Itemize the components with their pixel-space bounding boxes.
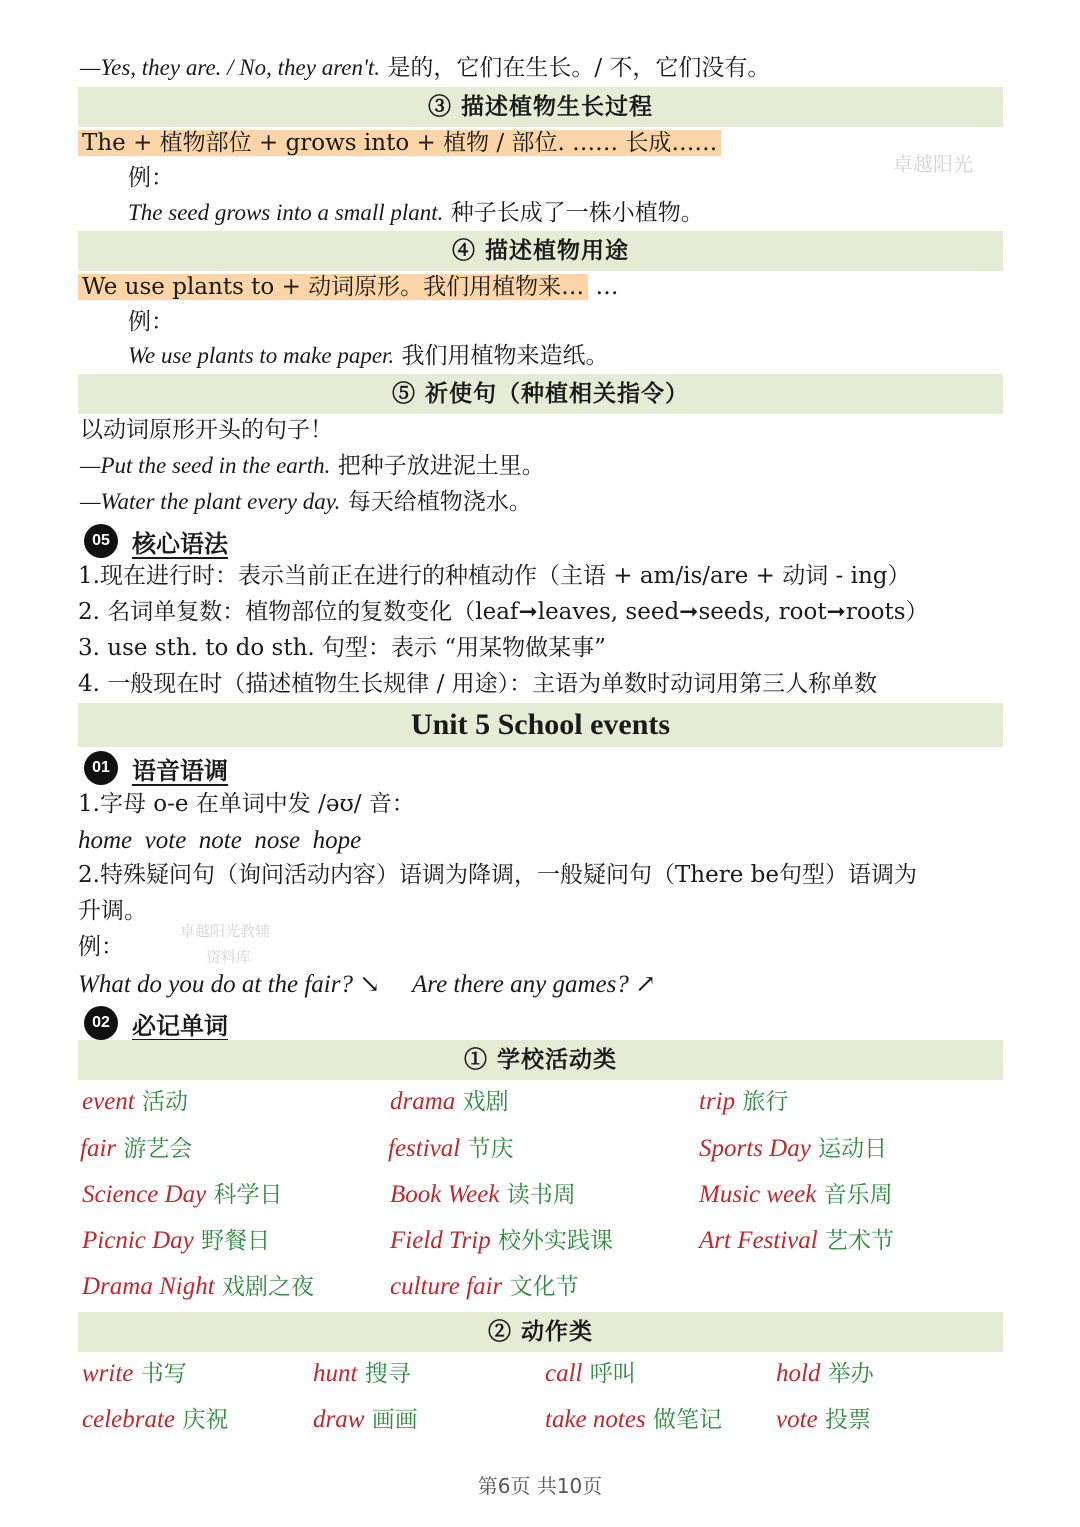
example-en: We use plants to make paper. bbox=[128, 343, 395, 368]
vocab-word: Music week bbox=[699, 1181, 817, 1208]
phonics-line-1: 1.字母 o-e 在单词中发 /əʊ/ 音： bbox=[78, 791, 415, 817]
grammar-heading bbox=[84, 524, 228, 558]
vocab-word: fair bbox=[80, 1135, 117, 1162]
section-3-example bbox=[128, 197, 704, 229]
example-zh: 种子长成了一株小植物。 bbox=[443, 200, 704, 226]
answer-line bbox=[80, 52, 770, 84]
vocab-word: Picnic Day bbox=[82, 1227, 194, 1254]
vocab-item bbox=[82, 1358, 187, 1390]
phonics-heading bbox=[84, 751, 228, 785]
vocab-meaning: 音乐周 bbox=[816, 1182, 893, 1208]
vocab-meaning: 旅行 bbox=[735, 1089, 789, 1115]
imperative-en: —Put the seed in the earth. bbox=[80, 453, 331, 478]
vocab-meaning: 游艺会 bbox=[116, 1136, 193, 1162]
vocab-meaning: 庆祝 bbox=[175, 1407, 229, 1433]
vocab-item bbox=[699, 1133, 887, 1165]
vocab-meaning: 戏剧之夜 bbox=[214, 1274, 314, 1300]
section-3-pattern bbox=[78, 127, 721, 159]
grammar-item: 1.现在进行时：表示当前正在进行的种植动作（主语 + am/is/are + 动词 - ing） bbox=[78, 563, 911, 589]
vocab-word: hold bbox=[776, 1360, 821, 1387]
imperative-zh: 把种子放进泥土里。 bbox=[330, 453, 545, 479]
vocab-item bbox=[699, 1225, 894, 1257]
grammar-item: 2. 名词单复数：植物部位的复数变化（leaf➞leaves, seed➞seeds, root➞roots） bbox=[78, 599, 929, 625]
vocab-item bbox=[390, 1225, 613, 1257]
vocab-item bbox=[388, 1133, 514, 1165]
vocab-word: Drama Night bbox=[82, 1273, 215, 1300]
example-label: 例： bbox=[128, 309, 174, 335]
vocab-meaning: 投票 bbox=[817, 1407, 871, 1433]
grammar-item: 3. use sth. to do sth. 句型：表示 “用某物做某事” bbox=[78, 635, 606, 661]
vocab-word: call bbox=[545, 1360, 583, 1387]
vocab-item bbox=[545, 1358, 636, 1390]
vocab-meaning: 科学日 bbox=[206, 1182, 283, 1208]
vocab-meaning: 书写 bbox=[133, 1361, 187, 1387]
vocab-heading bbox=[84, 1006, 228, 1040]
page-number: 第6页 共10页 bbox=[477, 1474, 603, 1498]
pattern-tail: … bbox=[588, 274, 619, 300]
example-label: 例： bbox=[78, 934, 124, 960]
heading-title: 语音语调 bbox=[132, 756, 228, 785]
vocab-item bbox=[699, 1086, 788, 1118]
vocab-word: take notes bbox=[545, 1406, 646, 1433]
vocab-meaning: 节庆 bbox=[460, 1136, 514, 1162]
example-zh: 我们用植物来造纸。 bbox=[394, 343, 609, 369]
vocab-item bbox=[390, 1179, 576, 1211]
example-en: The seed grows into a small plant. bbox=[128, 200, 444, 225]
vocab-word: Field Trip bbox=[390, 1227, 491, 1254]
vocab-word: draw bbox=[313, 1406, 365, 1433]
imperative-zh: 每天给植物浇水。 bbox=[340, 489, 532, 515]
vocab-item bbox=[776, 1404, 871, 1436]
vocab-meaning: 艺术节 bbox=[817, 1228, 895, 1254]
vocab-meaning: 读书周 bbox=[499, 1182, 576, 1208]
intonation-example-1: What do you do at the fair? ↘ bbox=[78, 971, 381, 998]
vocab-item bbox=[699, 1179, 893, 1211]
section-4-header: ④ 描述植物用途 bbox=[78, 231, 1003, 271]
vocab-meaning: 呼叫 bbox=[582, 1361, 636, 1387]
vocab-meaning: 做笔记 bbox=[645, 1407, 722, 1433]
answer-en: —Yes, they are. / No, they aren't. bbox=[80, 55, 381, 80]
pattern-highlight: We use plants to + 动词原形。我们用植物来… bbox=[78, 274, 588, 300]
section-number-badge: 05 bbox=[84, 524, 118, 558]
vocab-word: event bbox=[82, 1088, 135, 1115]
vocab-item bbox=[82, 1086, 188, 1118]
section-number-badge: 01 bbox=[84, 751, 118, 785]
imperative-line bbox=[80, 450, 545, 482]
vocab-word: celebrate bbox=[82, 1406, 176, 1433]
watermark: 卓越阳光 bbox=[893, 152, 973, 176]
vocab-meaning: 运动日 bbox=[810, 1136, 888, 1162]
vocab-word: Science Day bbox=[82, 1181, 207, 1208]
vocab-meaning: 戏剧 bbox=[455, 1089, 509, 1115]
vocab-meaning: 举办 bbox=[820, 1361, 874, 1387]
vocab-category-2-header: ② 动作类 bbox=[78, 1312, 1003, 1352]
vocab-item bbox=[545, 1404, 722, 1436]
vocab-word: Book Week bbox=[390, 1181, 500, 1208]
vocab-meaning: 活动 bbox=[134, 1089, 189, 1115]
section-4-example bbox=[128, 340, 609, 372]
vocab-item bbox=[390, 1086, 509, 1118]
watermark: 卓越阳光教辅 bbox=[180, 922, 271, 940]
vocab-word: trip bbox=[699, 1088, 736, 1115]
pattern-highlight: The + 植物部位 + grows into + 植物 / 部位. …… 长成…… bbox=[78, 130, 721, 156]
vocab-meaning: 校外实践课 bbox=[490, 1228, 614, 1254]
answer-zh: 是的，它们在生长。/ 不，它们没有。 bbox=[380, 55, 771, 81]
vocab-meaning: 文化节 bbox=[502, 1274, 579, 1300]
vocab-word: write bbox=[82, 1360, 134, 1387]
grammar-item: 4. 一般现在时（描述植物生长规律 / 用途）：主语为单数时动词用第三人称单数 bbox=[78, 671, 878, 697]
section-number-badge: 02 bbox=[84, 1006, 118, 1040]
vocab-item bbox=[390, 1271, 579, 1303]
vocab-word: Sports Day bbox=[699, 1135, 811, 1162]
phonics-line-2-cont: 升调。 bbox=[78, 898, 147, 924]
vocab-item bbox=[82, 1225, 270, 1257]
vocab-item bbox=[82, 1404, 228, 1436]
vocab-word: drama bbox=[390, 1088, 456, 1115]
section-4-pattern bbox=[78, 271, 618, 303]
vocab-item bbox=[313, 1404, 418, 1436]
vocab-category-1-header: ① 学校活动类 bbox=[78, 1040, 1003, 1080]
phonics-line-2: 2.特殊疑问句（询问活动内容）语调为降调，一般疑问句（There be句型）语调为 bbox=[78, 862, 917, 888]
vocab-meaning: 搜寻 bbox=[357, 1361, 411, 1387]
imperative-line bbox=[80, 486, 532, 518]
section-5-intro: 以动词原形开头的句子！ bbox=[80, 417, 333, 443]
watermark: 资料库 bbox=[206, 948, 252, 966]
vocab-word: Art Festival bbox=[699, 1227, 818, 1254]
section-3-header: ③ 描述植物生长过程 bbox=[78, 87, 1003, 127]
intonation-example-2: Are there any games? ↗ bbox=[412, 971, 657, 998]
vocab-meaning: 画画 bbox=[364, 1407, 418, 1433]
imperative-en: —Water the plant every day. bbox=[80, 489, 341, 514]
vocab-word: festival bbox=[388, 1135, 461, 1162]
heading-title: 必记单词 bbox=[132, 1011, 228, 1040]
example-label: 例： bbox=[128, 165, 174, 191]
vocab-word: hunt bbox=[313, 1360, 358, 1387]
vocab-word: vote bbox=[776, 1406, 818, 1433]
heading-title: 核心语法 bbox=[132, 529, 228, 558]
vocab-item bbox=[313, 1358, 411, 1390]
phonics-words: home vote note nose hope bbox=[78, 827, 362, 854]
vocab-item bbox=[80, 1133, 192, 1165]
unit-title: Unit 5 School events bbox=[78, 703, 1003, 747]
vocab-item bbox=[82, 1179, 283, 1211]
vocab-item bbox=[82, 1271, 314, 1303]
vocab-item bbox=[776, 1358, 874, 1390]
vocab-word: culture fair bbox=[390, 1273, 503, 1300]
vocab-meaning: 野餐日 bbox=[193, 1228, 271, 1254]
section-5-header: ⑤ 祈使句（种植相关指令） bbox=[78, 374, 1003, 414]
